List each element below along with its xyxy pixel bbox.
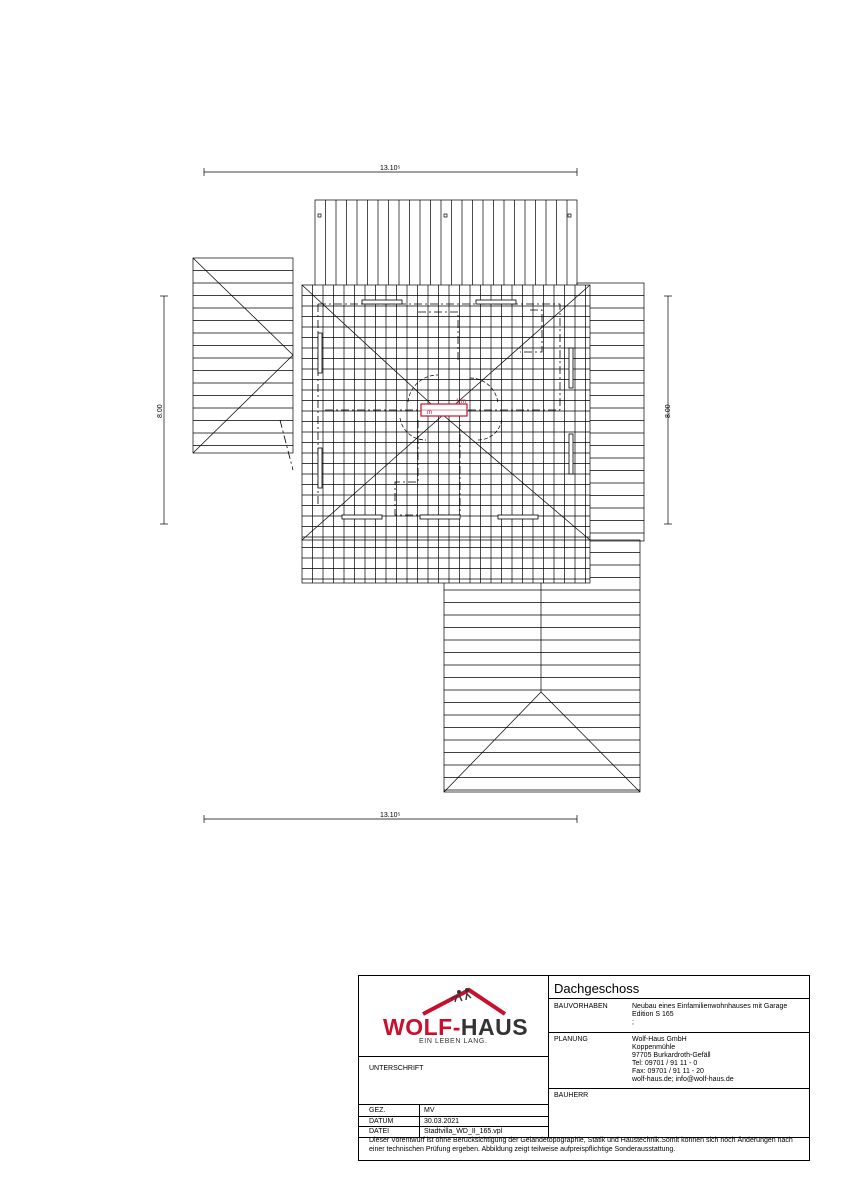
planung-value: Wolf-Haus GmbH Koppenmühle 97705 Burkardroth-Gefäll Tel: 09701 / 91 11 - 0 Fax: 09701 / 91 11 - 20 wolf-haus.de; info@wolf-haus.de [632, 1036, 734, 1083]
dimension-right-label: 8.00 [665, 404, 672, 418]
roof-wing-north [315, 200, 577, 290]
signature-label: UNTERSCHRIFT [369, 1065, 424, 1072]
dimension-top-label: 13.10⁵ [380, 165, 401, 172]
disclaimer-note: Dieser Vorentwurf ist ohne Berücksichtigung der Geländetopographie, Statik und Haustechnik.Somit können sich noch Änderungen nach einer technischen Prüfung ergeben. Abbildung zeigt teilweise aufpreispflichtige Sonderausstattung. [369, 1137, 793, 1153]
field-label-datei: DATEI [369, 1128, 390, 1135]
bauvorhaben-label: BAUVORHABEN [554, 1003, 608, 1010]
field-value-datei: Stadtvilla_WD_II_165.vpl [424, 1128, 503, 1135]
planung-label: PLANUNG [554, 1036, 588, 1043]
wolf-haus-logo [359, 976, 549, 1056]
field-label-gez: GEZ. [369, 1107, 386, 1114]
sheet-title: Dachgeschoss [554, 981, 640, 996]
field-value-datum: 30.03.2021 [424, 1118, 460, 1125]
field-value-gez: MV [424, 1107, 435, 1114]
chimney-label-side: m [427, 410, 432, 416]
roof-main-hip [302, 285, 590, 583]
dimension-bottom-label: 13.10⁵ [380, 812, 401, 819]
logo-tagline: EIN LEBEN LANG. [419, 1038, 488, 1045]
dimension-left-label: 8.00 [157, 404, 164, 418]
field-label-datum: DATUM [369, 1118, 394, 1125]
bauherr-label: BAUHERR [554, 1092, 589, 1099]
logo-roof-icon [419, 984, 509, 1018]
bauvorhaben-value: Neubau eines Einfamilienwohnhauses mit Garage Edition S 165 ; [632, 1003, 788, 1026]
chimney-label-top: 1 m [456, 399, 467, 405]
roof-wing-west [193, 258, 293, 453]
logo-wordmark: WOLF-HAUS [383, 1014, 529, 1040]
title-block [358, 975, 810, 1161]
